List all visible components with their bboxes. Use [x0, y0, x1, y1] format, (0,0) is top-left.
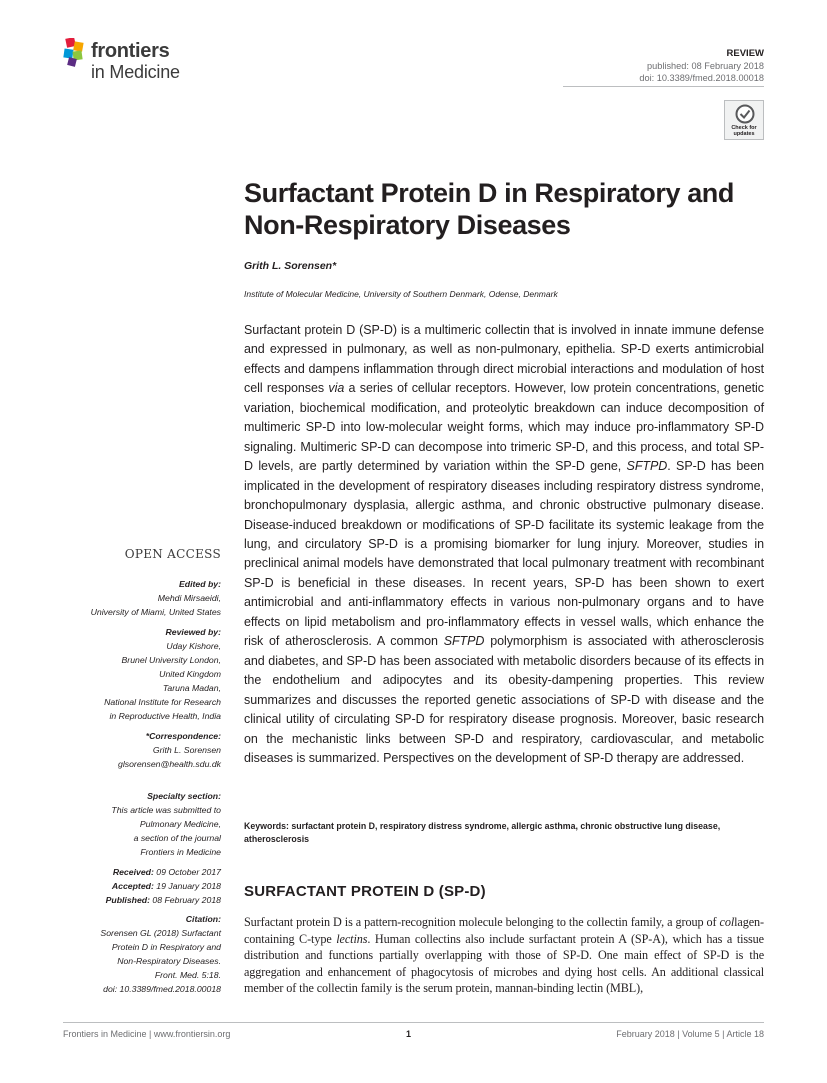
- correspondence-email[interactable]: glsorensen@health.sdu.dk: [118, 759, 221, 769]
- editor-name: Mehdi Mirsaeidi,: [157, 593, 221, 603]
- published-value: 08 February 2018: [150, 895, 221, 905]
- abstract-text-1: Surfactant protein D (SP-D) is a multimeric collectin that is involved in innate immune defense and expressed in pulmonary, as well as non-pulmonary, epithelia. SP-D exerts antimicrobial effects and dampens inflammation through direct microbial interactions and modulation of host cell responses: [244, 323, 764, 396]
- received-label: Received:: [112, 867, 154, 877]
- page-number: 1: [406, 1029, 412, 1039]
- open-access-label: OPEN ACCESS: [124, 547, 221, 561]
- article-type: REVIEW: [726, 48, 764, 59]
- check-for-updates-button[interactable]: [724, 100, 764, 140]
- accepted-value: 19 January 2018: [153, 881, 221, 891]
- reviewer-line: Brunel University London,: [121, 655, 221, 665]
- author-name[interactable]: Grith L. Sorensen*: [244, 260, 337, 272]
- received-value: 09 October 2017: [153, 867, 221, 877]
- reviewed-by-block: [40, 625, 221, 723]
- dates-block: [40, 865, 221, 907]
- check-updates-label: Check for updates: [731, 125, 757, 137]
- reviewer-line: National Institute for Research: [104, 697, 221, 707]
- reviewer-line: Uday Kishore,: [166, 641, 221, 651]
- correspondence-block: [40, 729, 221, 771]
- header-divider: [563, 86, 764, 87]
- footer-issue-info: February 2018 | Volume 5 | Article 18: [616, 1029, 764, 1039]
- edited-by-label: Edited by:: [179, 579, 221, 589]
- received-date: [40, 865, 221, 879]
- specialty-line: Frontiers in Medicine: [140, 847, 221, 857]
- section-heading: SURFACTANT PROTEIN D (SP-D): [244, 883, 486, 900]
- abstract-text-3: . SP-D has been implicated in the development of respiratory diseases including respiratory distress syndrome, bronchopulmonary dysplasia, allergic asthma, and chronic obstructive pulmonary disease. Disease-induced breakdown or modifications of SP-D facilitate its systemic leakage from the lung, and circulatory SP-D is a promising biomarker for lung injury. Moreover, studies in preclinical animal models have demonstrated that local pulmonary treatment with recombinant SP-D is beneficial in these diseases. In recent years, SP-D has been shown to exert antimicrobial and anti-inflammatory effects in various non-pulmonary organs and to have effects on lipid metabolism and pro-inflammatory effects in vessel walls, which enhance the risk of atherosclerosis. A common: [244, 459, 764, 649]
- correspondence-label: *Correspondence:: [145, 731, 221, 741]
- accepted-date: [40, 879, 221, 893]
- author-affiliation: Institute of Molecular Medicine, University of Southern Denmark, Odense, Denmark: [244, 289, 558, 299]
- specialty-line: This article was submitted to: [111, 805, 221, 815]
- correspondence-name: Grith L. Sorensen: [152, 745, 221, 755]
- article-title: Surfactant Protein D in Respiratory and Non-Respiratory Diseases: [244, 178, 734, 240]
- journal-logo[interactable]: [63, 38, 213, 86]
- article-meta: [639, 48, 764, 84]
- abstract-gene-2: SFTPD: [443, 634, 485, 649]
- body-text-2: lagen-containing C-type: [244, 915, 764, 946]
- abstract-gene-1: SFTPD: [626, 459, 668, 474]
- published-date-side: [40, 893, 221, 907]
- footer-divider: [63, 1022, 764, 1023]
- reviewer-line: United Kingdom: [159, 669, 221, 679]
- check-updates-icon: [735, 104, 755, 124]
- journal-name-line2: in Medicine: [91, 62, 180, 82]
- citation-line: Protein D in Respiratory and: [111, 942, 221, 952]
- body-text-1: Surfactant protein D is a pattern-recognition molecule belonging to the collectin family, a group of: [244, 915, 720, 929]
- accepted-label: Accepted:: [111, 881, 154, 891]
- specialty-section-block: [40, 789, 221, 859]
- body-paragraph: [244, 914, 764, 997]
- abstract: [244, 321, 764, 768]
- reviewed-by-label: Reviewed by:: [165, 627, 221, 637]
- citation-doi[interactable]: doi: 10.3389/fmed.2018.00018: [103, 984, 221, 994]
- keywords: Keywords: surfactant protein D, respiratory distress syndrome, allergic asthma, chronic obstructive lung disease, atherosclerosis: [244, 821, 721, 844]
- abstract-via: via: [328, 381, 345, 396]
- citation-line: Non-Respiratory Diseases.: [117, 956, 221, 966]
- citation-label: Citation:: [185, 914, 221, 924]
- specialty-line: Pulmonary Medicine,: [139, 819, 221, 829]
- article-doi[interactable]: doi: 10.3389/fmed.2018.00018: [639, 73, 764, 83]
- body-text-3: . Human collectins also include surfactant protein A (SP-A), which has a tissue distribution and functions partially overlapping with those of SP-D. One main effect of SP-D is the aggregation and enhancement of phagocytosis of microbes and dying host cells. An additional classical member of the collectin family is the serum protein, mannan-binding lectin (MBL),: [244, 931, 764, 995]
- body-lectins: lectins: [336, 931, 368, 946]
- abstract-text-2: a series of cellular receptors. However, low protein concentrations, genetic variation, biochemical modification, and proteolytic breakdown can induce decomposition of multimeric SP-D into low-molecular weight forms, which may induce pro-inflammatory SP-D signaling. Multimeric SP-D can decompose into trimeric SP-D, and this process, and total SP-D levels, are partly determined by variation within the SP-D gene,: [244, 381, 764, 474]
- frontiers-logo-icon: [63, 38, 87, 68]
- specialty-section-label: Specialty section:: [147, 791, 221, 801]
- published-label: Published:: [105, 895, 150, 905]
- editor-affiliation: University of Miami, United States: [90, 607, 221, 617]
- citation-line: Sorensen GL (2018) Surfactant: [100, 928, 221, 938]
- reviewer-line: Taruna Madan,: [162, 683, 221, 693]
- published-date: published: 08 February 2018: [647, 61, 764, 71]
- journal-name-line1: frontiers: [91, 40, 170, 62]
- citation-line: Front. Med. 5:18.: [154, 970, 221, 980]
- reviewer-line: in Reproductive Health, India: [109, 711, 221, 721]
- abstract-text-4: polymorphism is associated with atherosclerosis and diabetes, and SP-D has been associated with metabolic disorders because of its effects in the endothelium and adipocytes and its obesity-dampening properties. This review summarizes and discusses the reported genetic associations of SP-D with disease and the clinical utility of circulating SP-D for respiratory disease prognosis. Moreover, basic research on the mechanistic links between SP-D and respiratory, cardiovascular, and metabolic diseases is summarized. Perspectives on the development of SP-D therapy are addressed.: [244, 634, 764, 765]
- edited-by-block: [40, 577, 221, 619]
- citation-block: [40, 912, 221, 996]
- specialty-line: a section of the journal: [133, 833, 221, 843]
- body-col: col: [719, 915, 735, 929]
- footer-journal-link[interactable]: Frontiers in Medicine | www.frontiersin.org: [63, 1029, 231, 1039]
